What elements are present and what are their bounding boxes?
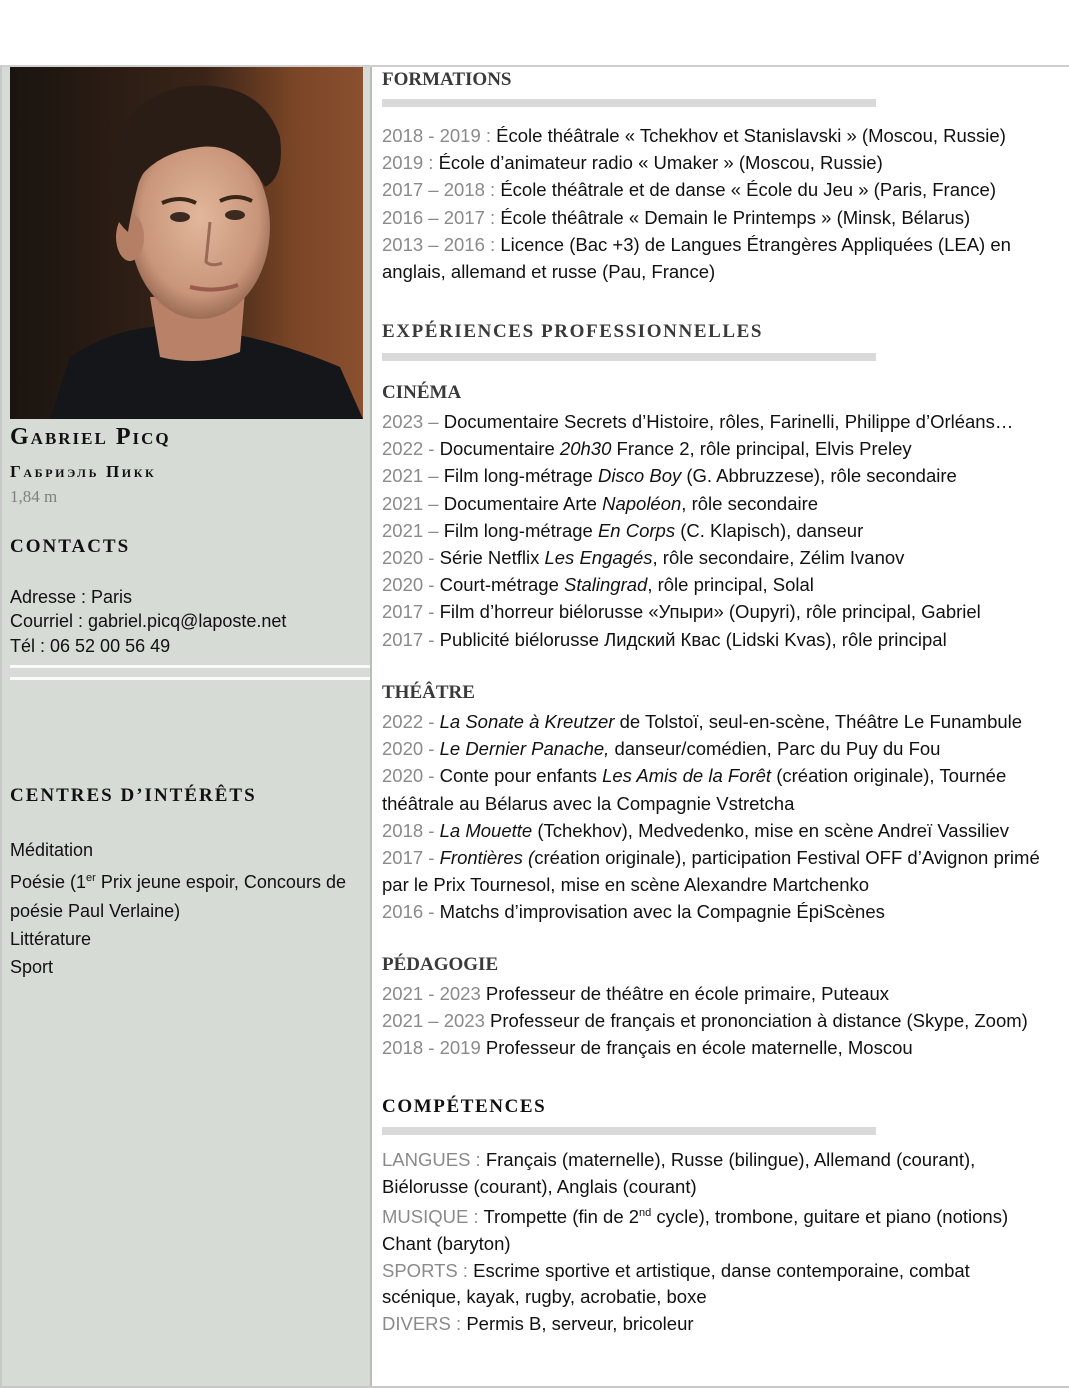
list-item: 2016 – 2017 : École théâtrale « Demain le Printemps » (Minsk, Bélarus) [382, 206, 971, 228]
formations-heading: FORMATIONS [382, 69, 512, 90]
list-item: 2018 - La Mouette (Tchekhov), Medvedenko, mise en scène Andreï Vassiliev [382, 819, 1009, 841]
interest-item: Littérature [10, 928, 92, 949]
list-item: MUSIQUE : Trompette (fin de 2nd cycle), trombone, guitare et piano (notions) Chant (baryton) [382, 1206, 1009, 1254]
list-item: 2017 - Frontières (création originale), participation Festival OFF d’Avignon primé par le Prix Tournesol, mise en scène Alexandre Martchenko [382, 847, 1040, 896]
column-divider [370, 67, 372, 1387]
person-name-cyrillic: Габриэль Пикк [10, 462, 157, 481]
list-item: 2020 - Court-métrage Stalingrad, rôle principal, Solal [382, 574, 814, 596]
contacts-phone[interactable]: Tél : 06 52 00 56 49 [10, 636, 171, 656]
list-item: 2022 - Documentaire 20h30 France 2, rôle principal, Elvis Preley [382, 438, 912, 460]
list-item: SPORTS : Escrime sportive et artistique, danse contemporaine, combat scénique, kayak, rugby, acrobatie, boxe [382, 1259, 970, 1308]
list-item: 2017 – 2018 : École théâtrale et de danse « École du Jeu » (Paris, France) [382, 179, 996, 201]
pedagogie-heading: PÉDAGOGIE [382, 954, 499, 975]
list-item: 2017 - Film d’horreur biélorusse «Упыри» (Oupyri), rôle principal, Gabriel [382, 601, 981, 623]
list-item: 2021 – 2023 Professeur de français et prononciation à distance (Skype, Zoom) [382, 1010, 1028, 1032]
competences-heading: COMPÉTENCES [382, 1096, 547, 1117]
interest-item: Sport [10, 957, 54, 978]
list-item: 2020 - Conte pour enfants Les Amis de la Forêt (création originale), Tournée théâtrale au Bélarus avec la Compagnie Vstretcha [382, 765, 1007, 814]
contacts-address: Adresse : Paris [10, 587, 133, 607]
list-item: 2020 - Série Netflix Les Engagés, rôle secondaire, Zélim Ivanov [382, 547, 905, 569]
experience-heading: EXPÉRIENCES PROFESSIONNELLES [382, 321, 764, 342]
list-item: 2021 – Film long-métrage Disco Boy (G. Abbruzzese), rôle secondaire [382, 465, 957, 487]
cinema-heading: CINÉMA [382, 382, 462, 403]
section-rule [382, 1127, 876, 1135]
interests-heading: CENTRES D’INTÉRÊTS [10, 785, 257, 806]
list-item: 2013 – 2016 : Licence (Bac +3) de Langues Étrangères Appliquées (LEA) en anglais, allemand et russe (Pau, France) [382, 233, 1011, 283]
list-item: DIVERS : Permis B, serveur, bricoleur [382, 1312, 694, 1334]
competences-list [382, 1147, 1042, 1337]
list-item: 2021 - 2023 Professeur de théâtre en école primaire, Puteaux [382, 983, 890, 1004]
theatre-list [382, 708, 1062, 926]
formations-list [382, 122, 1062, 285]
person-height: 1,84 m [10, 487, 58, 506]
list-item: 2020 - Le Dernier Panache, danseur/comédien, Parc du Puy du Fou [382, 738, 941, 760]
interest-item: Poésie (1er Prix jeune espoir, Concours de poésie Paul Verlaine) [10, 872, 346, 921]
list-item: 2023 – Documentaire Secrets d’Histoire, rôles, Farinelli, Philippe d’Orléans… [382, 411, 1014, 432]
list-item: 2016 - Matchs d’improvisation avec la Compagnie ÉpiScènes [382, 901, 885, 923]
person-name: Gabriel Picq [10, 424, 171, 450]
section-rule [382, 99, 876, 107]
list-item: 2022 - La Sonate à Kreutzer de Tolstoï, seul-en-scène, Théâtre Le Funambule [382, 711, 1023, 732]
contacts-heading: CONTACTS [10, 536, 131, 557]
theatre-heading: THÉÂTRE [382, 682, 475, 703]
divider [10, 677, 370, 680]
contacts-email[interactable]: Courriel : gabriel.picq@laposte.net [10, 611, 287, 631]
list-item: 2021 – Film long-métrage En Corps (C. Klapisch), danseur [382, 519, 864, 541]
list-item: 2019 : École d’animateur radio « Umaker » (Moscou, Russie) [382, 152, 883, 174]
list-item: 2017 - Publicité biélorusse Лидский Квас (Lidski Kvas), rôle principal [382, 628, 947, 650]
divider [10, 665, 370, 668]
profile-photo [10, 67, 363, 419]
interests-list [10, 836, 360, 981]
list-item: 2018 - 2019 : École théâtrale « Tchekhov et Stanislavski » (Moscou, Russie) [382, 125, 1006, 146]
interest-item: Méditation [10, 840, 94, 860]
section-rule [382, 353, 876, 361]
cinema-list [382, 408, 1062, 653]
pedagogie-list [382, 980, 1062, 1062]
list-item: LANGUES : Français (maternelle), Russe (bilingue), Allemand (courant), Biélorusse (courant), Anglais (courant) [382, 1149, 976, 1197]
list-item: 2021 – Documentaire Arte Napoléon, rôle secondaire [382, 492, 819, 514]
list-item: 2018 - 2019 Professeur de français en école maternelle, Moscou [382, 1037, 913, 1059]
